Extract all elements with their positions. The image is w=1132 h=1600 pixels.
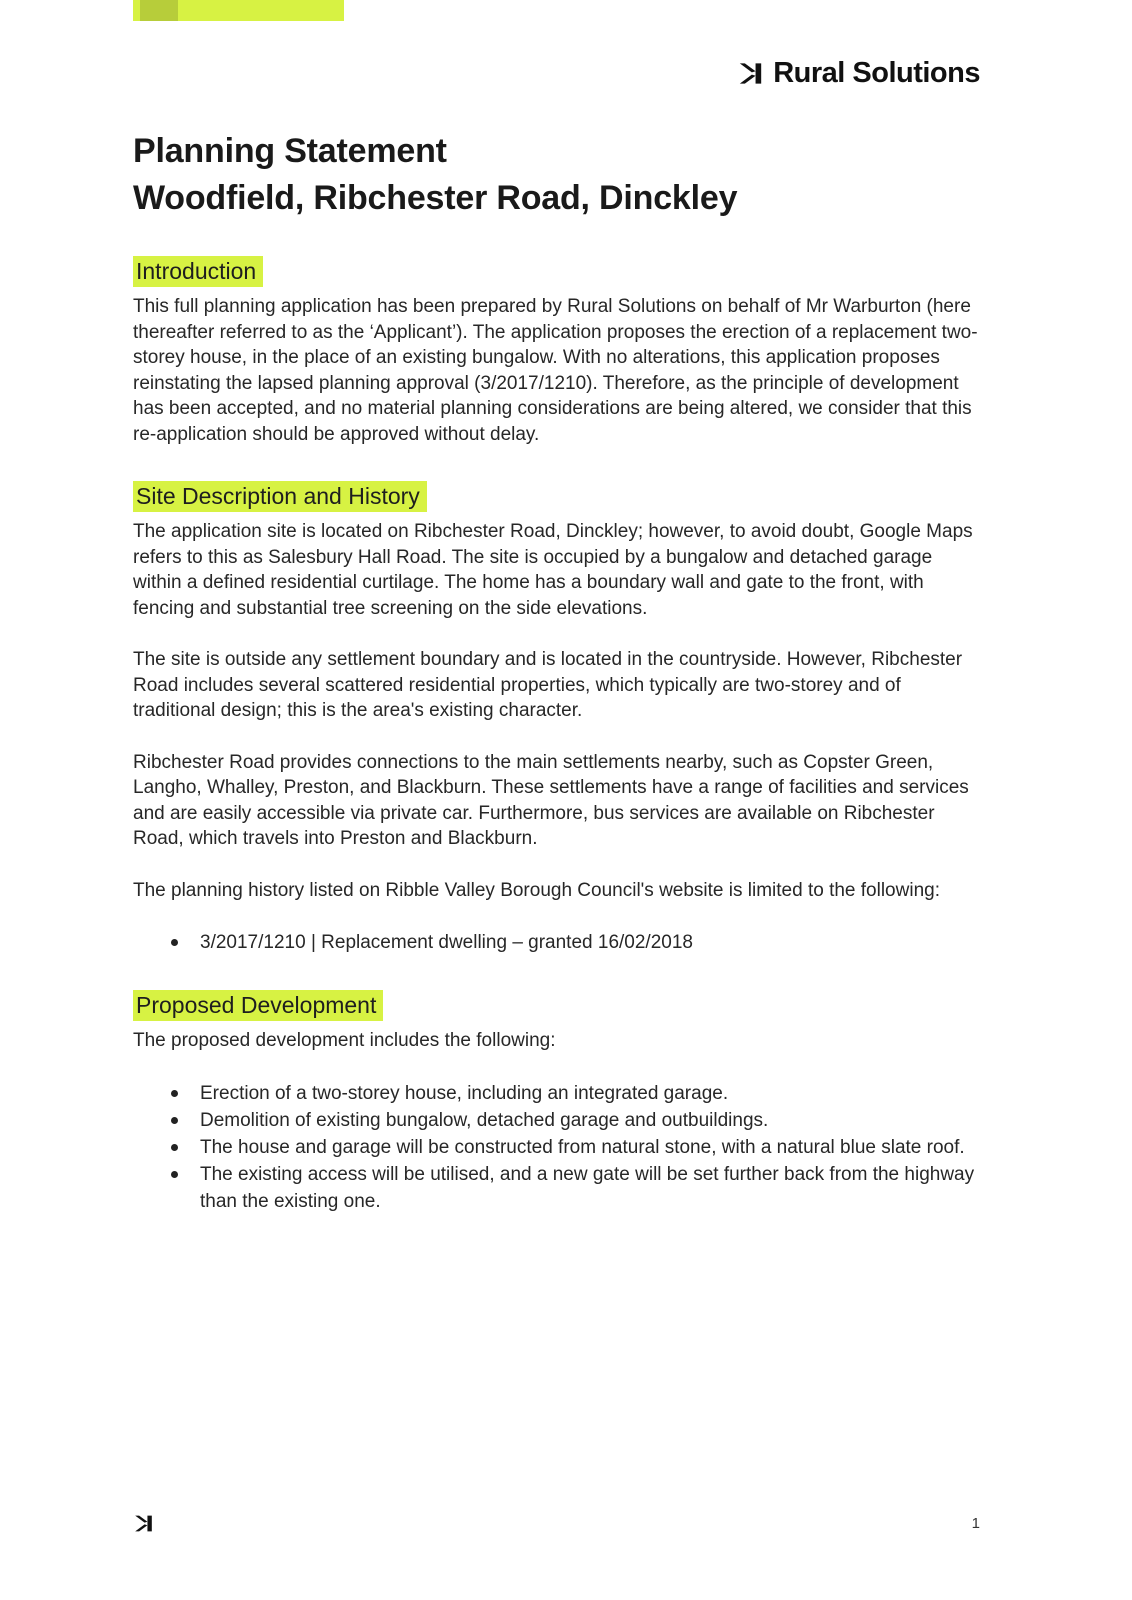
heading-highlight: Site Description and History (133, 481, 427, 512)
title-line-1: Planning Statement (133, 132, 447, 170)
paragraph: The site is outside any settlement boundary and is located in the countryside. However, Ribchester Road includes several scattered residential properties, which typically are two-storey and of traditional design; this is the area's existing character. (133, 649, 963, 721)
rural-solutions-footer-logo-icon (133, 1513, 154, 1534)
section-heading-site-description (133, 483, 980, 510)
brand-name: Rural Solutions (773, 57, 980, 89)
planning-history-list (133, 929, 980, 956)
proposed-development-list (133, 1080, 980, 1215)
paragraph: The proposed development includes the following: (133, 1030, 556, 1051)
paragraph: Ribchester Road provides connections to the main settlements nearby, such as Copster Green, Langho, Whalley, Preston, and Blackburn. These settlements have a range of facilities and services and are easily accessible via private car. Furthermore, bus services are available on Ribchester Road, which travels into Preston and Blackburn. (133, 751, 969, 849)
paragraph: The application site is located on Ribchester Road, Dinckley; however, to avoid doubt, Google Maps refers to this as Salesbury Hall Road. The site is occupied by a bungalow and detached garage within a defined residential curtilage. The home has a boundary wall and gate to the front, with fencing and substantial tree screening on the side elevations. (133, 521, 973, 619)
page-title (133, 128, 980, 222)
paragraph: The planning history listed on Ribble Valley Borough Council's website is limited to the following: (133, 879, 940, 901)
section-introduction (133, 258, 980, 447)
heading-highlight: Introduction (133, 256, 263, 287)
document-body (0, 128, 1132, 1215)
section-site-description-and-history (133, 483, 980, 956)
page-number: 1 (971, 1515, 980, 1532)
top-highlight-mark (133, 0, 344, 21)
rural-solutions-logo-icon (737, 60, 764, 87)
top-highlight-smudge (140, 0, 178, 21)
page-footer (133, 1513, 980, 1534)
section-heading-proposed-development (133, 992, 980, 1019)
paragraph: This full planning application has been prepared by Rural Solutions on behalf of Mr Warburton (here thereafter referred to as the ‘Applicant’). The application proposes the erection of a replacement two-storey house, in the place of an existing bungalow. With no alterations, this application proposes reinstating the lapsed planning approval (3/2017/1210). Therefore, as the principle of development has been accepted, and no material planning considerations are being altered, we consider that this re-application should be approved without delay. (133, 296, 978, 445)
list-item: Erection of a two-storey house, including an integrated garage. (133, 1080, 980, 1107)
brand-logo (737, 57, 980, 90)
list-item: The house and garage will be constructed from natural stone, with a natural blue slate roof. (133, 1134, 980, 1161)
list-item: Demolition of existing bungalow, detached garage and outbuildings. (133, 1107, 980, 1134)
title-line-2: Woodfield, Ribchester Road, Dinckley (133, 179, 738, 217)
list-item: 3/2017/1210 | Replacement dwelling – granted 16/02/2018 (133, 929, 980, 956)
section-proposed-development (133, 992, 980, 1215)
section-heading-introduction (133, 258, 980, 285)
list-item: The existing access will be utilised, and a new gate will be set further back from the highway than the existing one. (133, 1161, 980, 1215)
heading-highlight: Proposed Development (133, 990, 383, 1021)
